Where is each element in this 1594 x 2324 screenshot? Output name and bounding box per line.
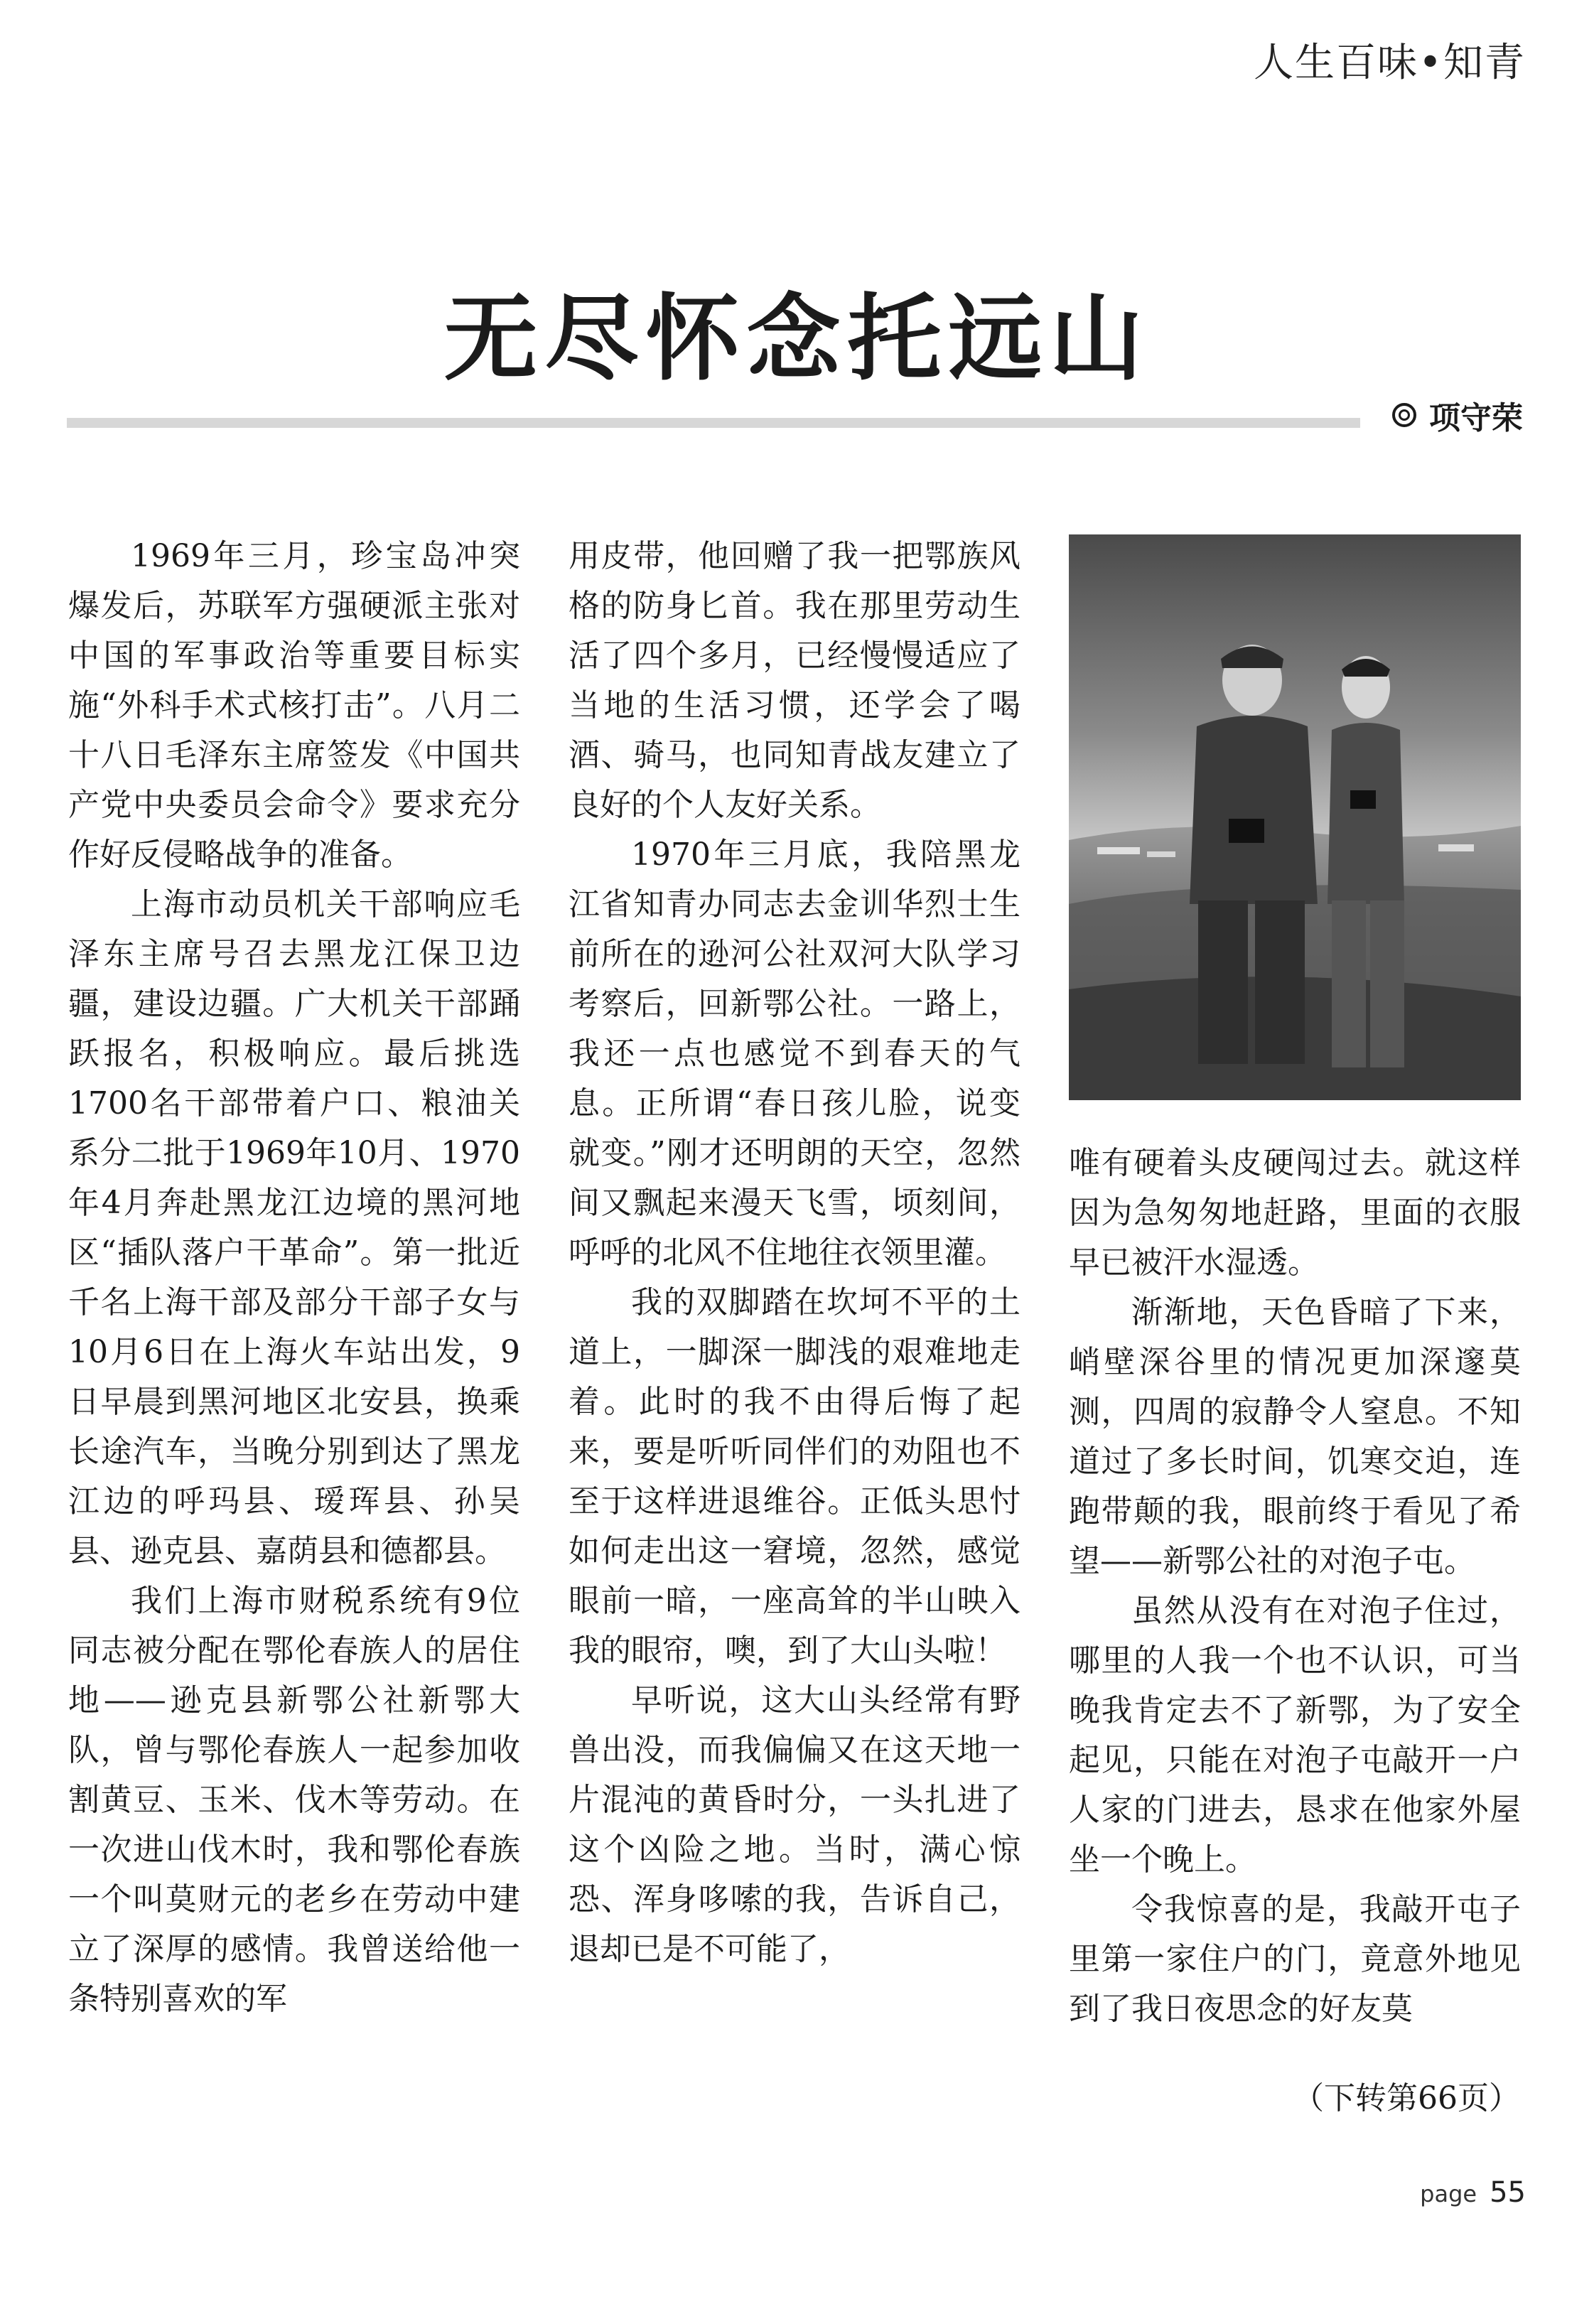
text-column-3 xyxy=(1069,1139,1521,2084)
text-column-1 xyxy=(68,532,520,2124)
paragraph: 我们上海市财税系统有9位同志被分配在鄂伦春族人的居住地——逊克县新鄂公社新鄂大队，曾与鄂伦春族人一起参加收割黄豆、玉米、伐木等劳动。在一次进山伐木时，我和鄂伦春族一个叫莫财元的老乡在劳动中建立了深厚的感情。我曾送给他一条特别喜欢的军 xyxy=(68,1583,520,2017)
paragraph: 渐渐地，天色昏暗了下来，峭壁深谷里的情况更加深邃莫测，四周的寂静令人窒息。不知道过了多长时间，饥寒交迫，连跑带颠的我，眼前终于看见了希望——新鄂公社的对泡子屯。 xyxy=(1069,1294,1521,1579)
page-label: page xyxy=(1420,2180,1477,2207)
page-footer xyxy=(1420,2176,1526,2209)
paragraph: 1970年三月底，我陪黑龙江省知青办同志去金训华烈士生前所在的逊河公社双河大队学习考察后，回新鄂公社。一路上，我还一点也感觉不到春天的气息。正所谓“春日孩儿脸，说变就变。”刚才还明朗的天空，忽然间又飘起来漫天飞雪，顷刻间，呼呼的北风不住地往衣领里灌。 xyxy=(569,836,1021,1271)
page-number: 55 xyxy=(1490,2176,1526,2209)
paragraph: 我的双脚踏在坎坷不平的土道上，一脚深一脚浅的艰难地走着。此时的我不由得后悔了起来，要是听听同伴们的劝阻也不至于这样进退维谷。正低头思忖如何走出这一窘境，忽然，感觉眼前一暗，一座高耸的半山映入我的眼帘，噢，到了大山头啦！ xyxy=(569,1284,1021,1669)
paragraph: 1969年三月，珍宝岛冲突爆发后，苏联军方强硬派主张对中国的军事政治等重要目标实施“外科手术式核打击”。八月二十八日毛泽东主席签发《中国共产党中央委员会命令》要求充分作好反侵略战争的准备。 xyxy=(68,538,520,873)
text-column-2 xyxy=(569,532,1021,2124)
title-divider xyxy=(67,418,1360,428)
paragraph-continued: 唯有硬着头皮硬闯过去。就这样因为急匆匆地赶路，里面的衣服早已被汗水湿透。 xyxy=(1069,1145,1521,1281)
paragraph: 早听说，这大山头经常有野兽出没，而我偏偏又在这天地一片混沌的黄昏时分，一头扎进了这个凶险之地。当时，满心惊恐、浑身哆嗦的我，告诉自己，退却已是不可能了， xyxy=(569,1682,1021,1967)
article-photo xyxy=(1069,534,1521,1100)
paragraph-continued: 用皮带，他回赠了我一把鄂族风格的防身匕首。我在那里劳动生活了四个多月，已经慢慢适应了当地的生活习惯，还学会了喝酒、骑马，也同知青战友建立了良好的个人友好关系。 xyxy=(569,538,1021,823)
paragraph: 虽然从没有在对泡子住过，哪里的人我一个也不认识，可当晚我肯定去不了新鄂，为了安全起见，只能在对泡子屯敲开一户人家的门进去，恳求在他家外屋坐一个晚上。 xyxy=(1069,1593,1521,1878)
continued-note: （下转第66页） xyxy=(1293,2080,1520,2116)
photo-two-men-on-hillside xyxy=(1069,534,1521,1100)
byline xyxy=(1392,392,1523,438)
paragraph: 上海市动员机关干部响应毛泽东主席号召去黑龙江保卫边疆，建设边疆。广大机关干部踊跃报名，积极响应。最后挑选1700名干部带着户口、粮油关系分二批于1969年10月、1970年4月奔赴黑龙江边境的黑河地区“插队落户干革命”。第一批近千名上海干部及部分干部子女与10月6日在上海火车站出发，9日早晨到黑河地区北安县，换乘长途汽车，当晚分别到达了黑龙江边的呼玛县、瑷珲县、孙吴县、逊克县、嘉荫县和德都县。 xyxy=(68,886,520,1569)
paragraph: 令我惊喜的是，我敲开屯子里第一家住户的门，竟意外地见到了我日夜思念的好友莫 xyxy=(1069,1891,1521,2027)
bullseye-icon xyxy=(1392,403,1416,427)
article-title: 无尽怀念托远山 xyxy=(443,284,1151,394)
section-tag: 人生百味•知青 xyxy=(1253,40,1526,86)
author-name: 项守荣 xyxy=(1429,400,1523,436)
